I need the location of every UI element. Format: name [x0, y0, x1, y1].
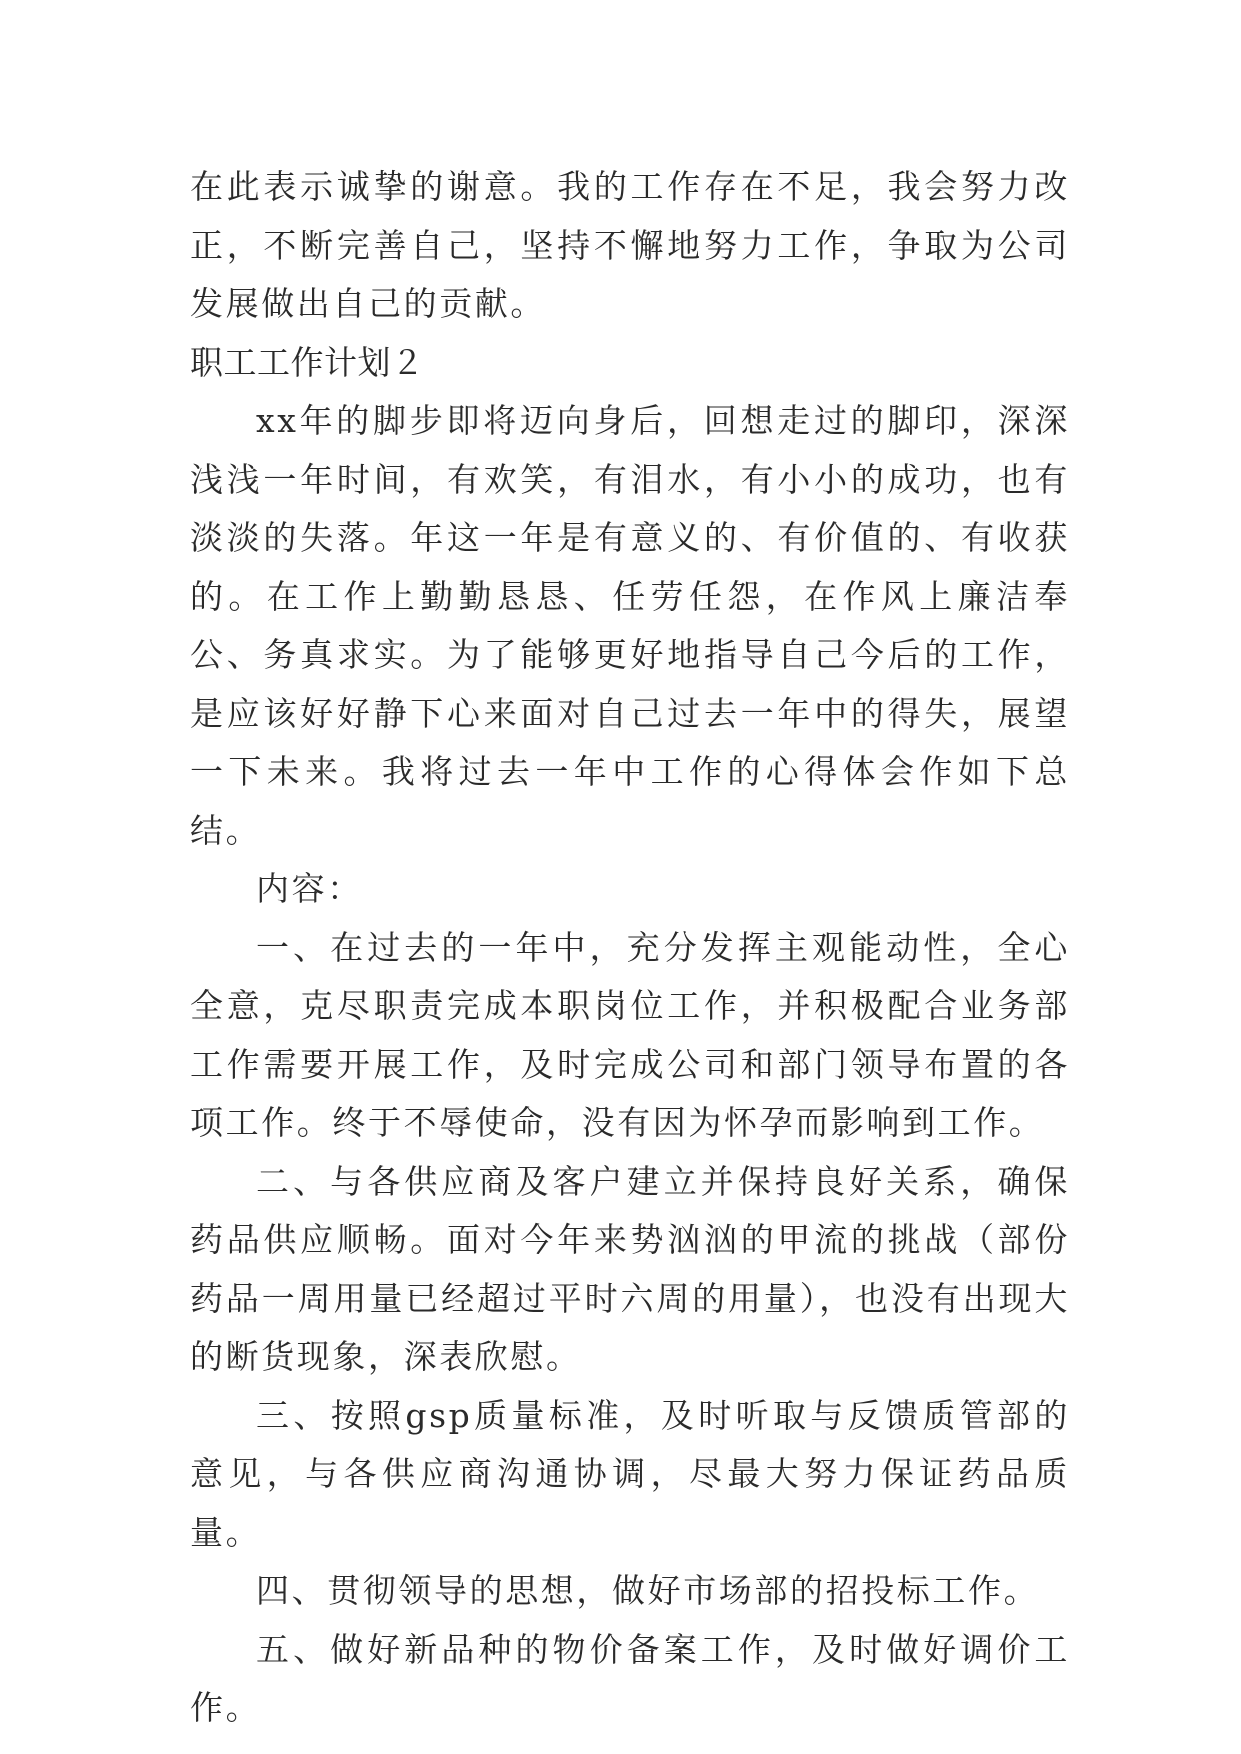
paragraph-closing-thanks: 在此表示诚挚的谢意。我的工作存在不足，我会努力改正，不断完善自己，坚持不懈地努力工作，争取为公司发展做出自己的贡献。 [190, 167, 1070, 323]
paragraph-item-four: 四、贯彻领导的思想，做好市场部的招投标工作。 [256, 1571, 1040, 1610]
paragraph-item-two: 二、与各供应商及客户建立并保持良好关系，确保药品供应顺畅。面对今年来势汹汹的甲流的挑战（部份药品一周用量已经超过平时六周的用量），也没有出现大的断货现象，深表欣慰。 [190, 1161, 1070, 1376]
paragraph-item-one: 一、在过去的一年中，充分发挥主观能动性，全心全意，克尽职责完成本职岗位工作，并积极配合业务部工作需要开展工作，及时完成公司和部门领导布置的各项工作。终于不辱使命，没有因为怀孕而影响到工作。 [190, 927, 1070, 1142]
paragraph-content-label: 内容： [256, 869, 363, 908]
document-body [190, 158, 1070, 1738]
paragraph-item-three: 三、按照gsp质量标准，及时听取与反馈质管部的意见，与各供应商沟通协调，尽最大努力保证药品质量。 [190, 1395, 1070, 1552]
paragraph-year-review: xx年的脚步即将迈向身后，回想走过的脚印，深深浅浅一年时间，有欢笑，有泪水，有小小的成功，也有淡淡的失落。年这一年是有意义的、有价值的、有收获的。在工作上勤勤恳恳、任劳任怨，在作风上廉洁奉公、务真求实。为了能够更好地指导自己今后的工作，是应该好好静下心来面对自己过去一年中的得失，展望一下未来。我将过去一年中工作的心得体会作如下总结。 [190, 401, 1070, 850]
paragraph-item-five: 五、做好新品种的物价备案工作，及时做好调价工作。 [190, 1629, 1070, 1727]
section-heading: 职工工作计划２ [190, 342, 425, 382]
